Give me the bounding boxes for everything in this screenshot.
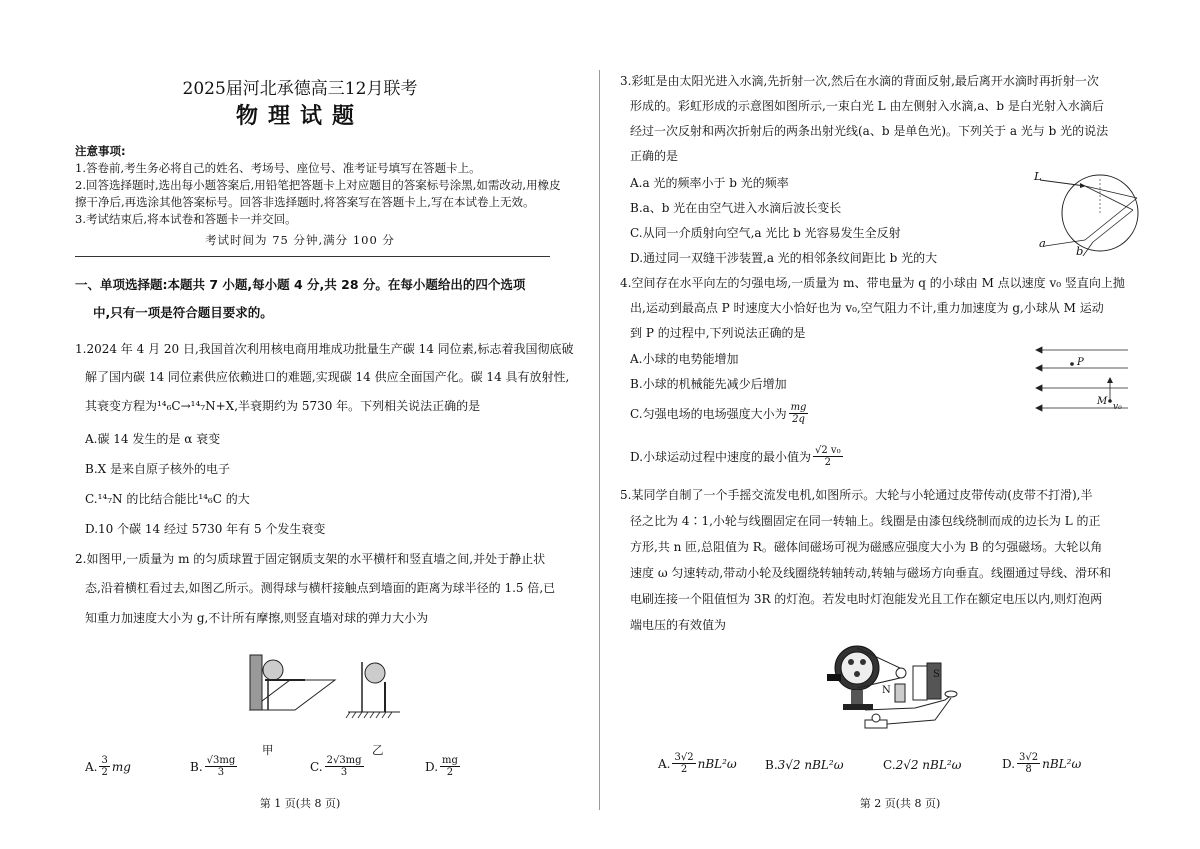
q2-option-a: A. 3 2 mg — [85, 755, 131, 778]
q2-option-c: C. 2√3mg 3 — [310, 755, 362, 778]
q1-option-c: C.¹⁴₇N 的比结合能比¹⁴₆C 的大 — [85, 492, 250, 506]
question-3: 经过一次反射和两次折射后的两条出射光线(a、b 是单色光)。下列关于 a 光与 b 光的说法 — [630, 124, 1109, 138]
divider-line — [75, 256, 550, 257]
q5-option-c: C.2√2 nBL²ω — [883, 758, 962, 772]
generator-figure — [825, 638, 965, 732]
q3-option-b: B.a、b 光在由空气进入水滴后波长变长 — [630, 201, 842, 215]
q2-option-d: D. mg 2 — [425, 755, 458, 778]
section-title: 中,只有一项是符合题目要求的。 — [93, 305, 273, 320]
time-line: 考试时间为 75 分钟,满分 100 分 — [205, 233, 395, 247]
page-footer: 第 2 页(共 8 页) — [859, 797, 941, 810]
section-title: 一、单项选择题:本题共 7 小题,每小题 4 分,共 28 分。在每小题给出的四个选项 — [75, 277, 526, 292]
q5-option-d: D. 3√2 8 nBL²ω — [1002, 752, 1082, 775]
notice-line: 擦干净后,再选涂其他答案标号。回答非选择题时,将答案写在答题卡上,写在本试卷上无效。 — [75, 195, 535, 209]
q4-option-a: A.小球的电势能增加 — [630, 352, 739, 366]
question-4: 到 P 的过程中,下列说法正确的是 — [630, 326, 806, 340]
label-b: b — [1076, 244, 1084, 258]
notice-line: 3.考试结束后,将本试卷和答题卡一并交回。 — [75, 212, 297, 226]
figure-label-yi: 乙 — [372, 743, 384, 757]
q1-option-d: D.10 个碳 14 经过 5730 年有 5 个发生衰变 — [85, 522, 326, 536]
magnet-N-label: N — [882, 685, 891, 696]
q3-option-c: C.从同一介质射向空气,a 光比 b 光容易发生全反射 — [630, 226, 901, 240]
question-3: 正确的是 — [630, 149, 679, 163]
page-footer: 第 1 页(共 8 页) — [259, 797, 341, 810]
q5-option-b: B.3√2 nBL²ω — [765, 758, 844, 772]
ball-support-figure — [230, 640, 400, 740]
label-L: L — [1034, 169, 1042, 183]
question-1: 解了国内碳 14 同位素供应依赖进口的难题,实现碳 14 供应全面国产化。碳 14 具有放射性, — [85, 370, 570, 384]
question-4: 出,运动到最高点 P 时速度大小恰好也为 v₀,空气阻力不计,重力加速度为 g,小球从 M 运动 — [630, 301, 1104, 315]
q4-option-d: D.小球运动过程中速度的最小值为 √2 v₀ 2 — [630, 445, 841, 468]
question-5: 方形,共 n 匝,总阻值为 R。磁体间磁场可视为磁感应强度大小为 B 的匀强磁场。大轮以角 — [630, 540, 1103, 554]
exam-title: 2025届河北承德高三12月联考 — [182, 79, 418, 99]
q1-option-a: A.碳 14 发生的是 α 衰变 — [85, 432, 221, 446]
question-1: 1.2024 年 4 月 20 日,我国首次利用核电商用堆成功批量生产碳 14 同位素,标志着我国彻底破 — [75, 342, 574, 356]
q4-option-c: C.匀强电场的电场强度大小为 mg 2q — [630, 402, 807, 425]
point-P-label: P — [1077, 357, 1084, 368]
velocity-label: v₀ — [1113, 402, 1122, 412]
question-5: 端电压的有效值为 — [630, 618, 727, 632]
question-5: 5.某同学自制了一个手摇交流发电机,如图所示。大轮与小轮通过皮带传动(皮带不打滑),半 — [620, 488, 1093, 502]
q3-option-a: A.a 光的频率小于 b 光的频率 — [630, 176, 789, 190]
q1-option-b: B.X 是来自原子核外的电子 — [85, 462, 230, 476]
question-5: 电刷连接一个阻值恒为 3R 的灯泡。若发电时灯泡能发光且工作在额定电压以内,则灯泡两 — [630, 592, 1103, 606]
magnet-S-label: S — [933, 669, 940, 680]
right-page — [600, 0, 1200, 849]
q3-option-d: D.通过同一双缝干涉装置,a 光的相邻条纹间距比 b 光的大 — [630, 251, 938, 265]
question-2: 2.如图甲,一质量为 m 的匀质球置于固定钢质支架的水平横杆和竖直墙之间,并处于静止状 — [75, 552, 546, 566]
question-5: 速度 ω 匀速转动,带动小轮及线圈绕转轴转动,转轴与磁场方向垂直。线圈通过导线、滑环和 — [630, 566, 1112, 580]
question-3: 形成的。彩虹形成的示意图如图所示,一束白光 L 由左侧射入水滴,a、b 是白光射入水滴后 — [630, 99, 1104, 113]
notice-line: 1.答卷前,考生务必将自己的姓名、考场号、座位号、准考证号填写在答题卡上。 — [75, 161, 481, 175]
q5-option-a: A. 3√2 2 nBL²ω — [658, 752, 737, 775]
question-1: 其衰变方程为¹⁴₆C→¹⁴₇N+X,半衰期约为 5730 年。下列相关说法正确的是 — [85, 399, 481, 413]
label-a: a — [1039, 236, 1046, 250]
q4-option-b: B.小球的机械能先减少后增加 — [630, 377, 787, 391]
notice-heading: 注意事项: — [75, 144, 126, 158]
figure-label-jia: 甲 — [262, 743, 274, 757]
question-2: 知重力加速度大小为 g,不计所有摩擦,则竖直墙对球的弹力大小为 — [85, 611, 429, 625]
question-4: 4.空间存在水平向左的匀强电场,一质量为 m、带电量为 q 的小球由 M 点以速度 v₀ 竖直向上抛 — [620, 276, 1125, 290]
subject-title: 物理试题 — [235, 104, 364, 129]
question-5: 径之比为 4∶1,小轮与线圈固定在同一转轴上。线圈是由漆包线绕制而成的边长为 L 的正 — [630, 514, 1101, 528]
question-3: 3.彩虹是由太阳光进入水滴,先折射一次,然后在水滴的背面反射,最后离开水滴时再折射一次 — [620, 74, 1099, 88]
notice-line: 2.回答选择题时,选出每小题答案后,用铅笔把答题卡上对应题目的答案标号涂黑,如需改动,用橡皮 — [75, 178, 561, 192]
point-M-label: M — [1097, 396, 1108, 407]
q2-option-b: B. √3mg 3 — [190, 755, 236, 778]
question-2: 态,沿着横杠看过去,如图乙所示。测得球与横杆接触点到墙面的距离为球半径的 1.5 倍,已 — [85, 581, 556, 595]
